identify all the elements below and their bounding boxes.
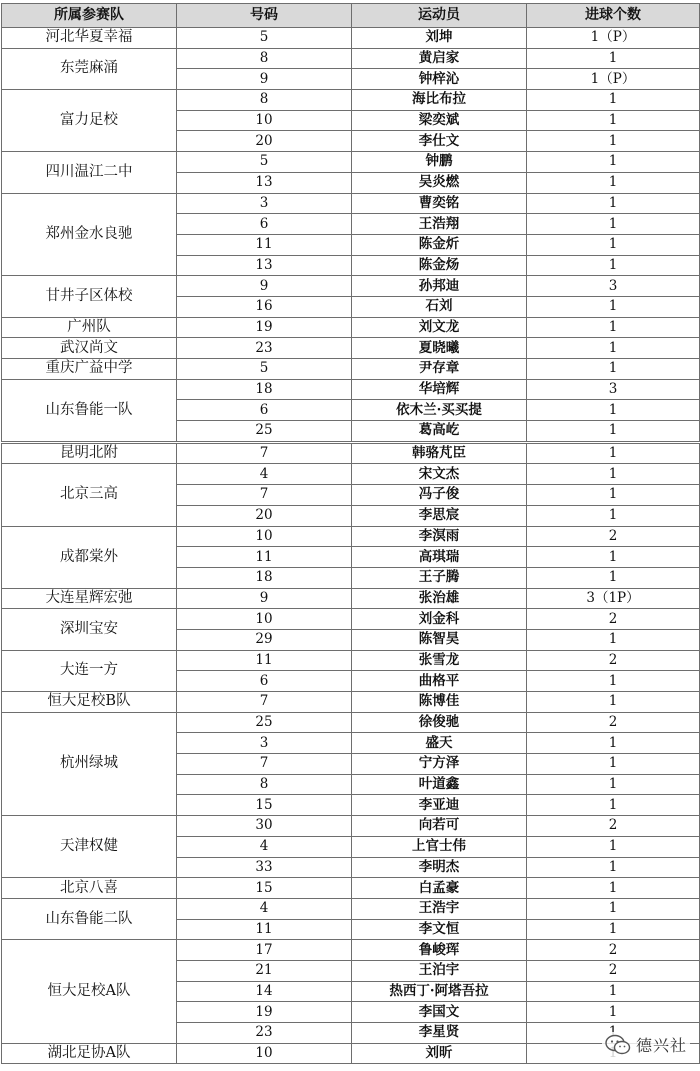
player-number-cell: 9 — [177, 276, 352, 297]
player-number-cell: 6 — [177, 400, 352, 421]
player-name-cell: 梁奕斌 — [352, 110, 527, 131]
team-name-cell: 广州队 — [2, 317, 177, 338]
player-number-cell: 14 — [177, 981, 352, 1002]
goals-cell: 1 — [527, 234, 700, 255]
goals-cell: 1 — [527, 110, 700, 131]
player-number-cell: 11 — [177, 547, 352, 568]
goals-cell: 1 — [527, 733, 700, 754]
player-number-cell: 7 — [177, 754, 352, 775]
watermark-text: 德兴社 — [635, 1036, 687, 1055]
player-number-cell: 16 — [177, 296, 352, 317]
player-name-cell: 叶道鑫 — [352, 774, 527, 795]
goals-cell: 1 — [527, 795, 700, 816]
player-number-cell: 29 — [177, 629, 352, 650]
goals-cell: 1 — [527, 505, 700, 526]
goals-cell: 1 — [527, 857, 700, 878]
goals-cell: 1 — [527, 692, 700, 713]
player-name-cell: 刘金科 — [352, 609, 527, 630]
player-name-cell: 黄启家 — [352, 48, 527, 69]
player-number-cell: 10 — [177, 526, 352, 547]
player-number-cell: 25 — [177, 712, 352, 733]
player-name-cell: 吴炎燃 — [352, 172, 527, 193]
player-name-cell: 华培辉 — [352, 379, 527, 400]
player-number-cell: 33 — [177, 857, 352, 878]
table-row — [2, 940, 700, 961]
player-name-cell: 鲁峻珲 — [352, 940, 527, 961]
table-row — [2, 28, 700, 49]
table-row — [2, 442, 700, 464]
table-row — [2, 588, 700, 609]
player-name-cell: 李仕文 — [352, 131, 527, 152]
table-row — [2, 650, 700, 671]
player-name-cell: 王浩宇 — [352, 898, 527, 919]
player-name-cell: 葛高屹 — [352, 421, 527, 443]
goals-cell: 1 — [527, 214, 700, 235]
goals-cell: 1 — [527, 317, 700, 338]
goals-cell: 1 — [527, 421, 700, 443]
player-number-cell: 13 — [177, 255, 352, 276]
wechat-icon — [605, 1034, 631, 1056]
goals-cell: 1 — [527, 547, 700, 568]
header-goals: 进球个数 — [527, 4, 700, 28]
player-number-cell: 4 — [177, 836, 352, 857]
goals-cell: 3 — [527, 379, 700, 400]
table-row — [2, 526, 700, 547]
player-number-cell: 8 — [177, 90, 352, 111]
team-name-cell: 恒大足校A队 — [2, 940, 177, 1043]
table-row — [2, 276, 700, 297]
player-number-cell: 10 — [177, 1043, 352, 1064]
team-name-cell: 天津权健 — [2, 816, 177, 878]
header-row — [2, 4, 700, 28]
goals-cell: 1 — [527, 981, 700, 1002]
goals-cell: 2 — [527, 526, 700, 547]
player-name-cell: 刘昕 — [352, 1043, 527, 1064]
goals-cell: 1 — [527, 919, 700, 940]
table-row — [2, 359, 700, 380]
team-name-cell: 成都棠外 — [2, 526, 177, 588]
player-name-cell: 尹存章 — [352, 359, 527, 380]
player-number-cell: 19 — [177, 317, 352, 338]
player-name-cell: 向若可 — [352, 816, 527, 837]
player-name-cell: 海比布拉 — [352, 90, 527, 111]
goals-cell: 1 — [527, 255, 700, 276]
player-name-cell: 夏晓曦 — [352, 338, 527, 359]
team-name-cell: 河北华夏幸福 — [2, 28, 177, 49]
table-row — [2, 712, 700, 733]
player-name-cell: 高琪瑞 — [352, 547, 527, 568]
player-number-cell: 11 — [177, 650, 352, 671]
player-number-cell: 13 — [177, 172, 352, 193]
player-name-cell: 王泊宇 — [352, 960, 527, 981]
header-number: 号码 — [177, 4, 352, 28]
player-number-cell: 7 — [177, 442, 352, 464]
table-row — [2, 152, 700, 173]
player-name-cell: 徐俊驰 — [352, 712, 527, 733]
goals-cell: 2 — [527, 816, 700, 837]
team-name-cell: 湖北足协A队 — [2, 1043, 177, 1064]
goals-cell: 3（1P） — [527, 588, 700, 609]
table-row — [2, 878, 700, 899]
player-name-cell: 上官士伟 — [352, 836, 527, 857]
table-header — [2, 4, 700, 28]
player-number-cell: 23 — [177, 1023, 352, 1044]
player-number-cell: 3 — [177, 733, 352, 754]
goals-cell: 1 — [527, 90, 700, 111]
table-row — [2, 464, 700, 485]
goals-cell: 2 — [527, 940, 700, 961]
player-name-cell: 石刘 — [352, 296, 527, 317]
player-name-cell: 白孟豪 — [352, 878, 527, 899]
player-number-cell: 19 — [177, 1002, 352, 1023]
player-number-cell: 9 — [177, 69, 352, 90]
player-name-cell: 李思宸 — [352, 505, 527, 526]
player-number-cell: 25 — [177, 421, 352, 443]
player-number-cell: 4 — [177, 464, 352, 485]
player-name-cell: 李溟雨 — [352, 526, 527, 547]
goals-cell: 1 — [527, 400, 700, 421]
player-number-cell: 11 — [177, 234, 352, 255]
team-name-cell: 北京八喜 — [2, 878, 177, 899]
table-row — [2, 317, 700, 338]
table-row — [2, 1043, 700, 1064]
header-player: 运动员 — [352, 4, 527, 28]
goals-cell: 1 — [527, 464, 700, 485]
player-name-cell: 冯子俊 — [352, 485, 527, 506]
goals-cell: 1（P） — [527, 69, 700, 90]
player-name-cell: 陈智昊 — [352, 629, 527, 650]
goals-cell: 1 — [527, 296, 700, 317]
goals-cell: 2 — [527, 960, 700, 981]
team-name-cell: 郑州金水良驰 — [2, 193, 177, 276]
table-row — [2, 338, 700, 359]
team-name-cell: 武汉尚文 — [2, 338, 177, 359]
player-number-cell: 23 — [177, 338, 352, 359]
team-name-cell: 北京三高 — [2, 464, 177, 526]
team-name-cell: 大连一方 — [2, 650, 177, 691]
player-name-cell: 宋文杰 — [352, 464, 527, 485]
goals-cell: 1 — [527, 567, 700, 588]
goals-cell: 1 — [527, 152, 700, 173]
goals-cell: 1 — [527, 754, 700, 775]
goals-cell: 2 — [527, 650, 700, 671]
table-row — [2, 48, 700, 69]
table-row — [2, 90, 700, 111]
team-name-cell: 东莞麻涌 — [2, 48, 177, 89]
player-number-cell: 6 — [177, 214, 352, 235]
player-number-cell: 6 — [177, 671, 352, 692]
player-number-cell: 8 — [177, 48, 352, 69]
player-number-cell: 30 — [177, 816, 352, 837]
player-number-cell: 20 — [177, 505, 352, 526]
goals-cell: 1 — [527, 836, 700, 857]
goals-cell: 1 — [527, 898, 700, 919]
player-number-cell: 4 — [177, 898, 352, 919]
player-name-cell: 曲格平 — [352, 671, 527, 692]
goals-cell: 1 — [527, 442, 700, 464]
goals-cell: 1 — [527, 193, 700, 214]
player-name-cell: 张治雄 — [352, 588, 527, 609]
player-number-cell: 11 — [177, 919, 352, 940]
team-name-cell: 山东鲁能二队 — [2, 898, 177, 939]
player-number-cell: 18 — [177, 379, 352, 400]
player-name-cell: 孙邦迪 — [352, 276, 527, 297]
team-name-cell: 重庆广益中学 — [2, 359, 177, 380]
goals-cell: 1 — [527, 338, 700, 359]
team-name-cell: 山东鲁能一队 — [2, 379, 177, 442]
table-row — [2, 379, 700, 400]
goals-cell: 2 — [527, 712, 700, 733]
player-number-cell: 3 — [177, 193, 352, 214]
goals-cell: 2 — [527, 609, 700, 630]
player-name-cell: 钟鹏 — [352, 152, 527, 173]
goals-cell: 3 — [527, 276, 700, 297]
goals-cell: 1 — [527, 774, 700, 795]
player-name-cell: 李星贤 — [352, 1023, 527, 1044]
player-number-cell: 5 — [177, 152, 352, 173]
goals-cell: 1 — [527, 1002, 700, 1023]
table-row — [2, 816, 700, 837]
team-name-cell: 四川温江二中 — [2, 152, 177, 193]
player-name-cell: 李文恒 — [352, 919, 527, 940]
player-name-cell: 李亚迪 — [352, 795, 527, 816]
player-number-cell: 7 — [177, 692, 352, 713]
goals-cell: 1 — [527, 878, 700, 899]
player-name-cell: 韩骆芃臣 — [352, 442, 527, 464]
header-team: 所属参赛队 — [2, 4, 177, 28]
team-name-cell: 恒大足校B队 — [2, 692, 177, 713]
player-number-cell: 10 — [177, 110, 352, 131]
table-row — [2, 692, 700, 713]
team-name-cell: 昆明北附 — [2, 442, 177, 464]
player-name-cell: 王子腾 — [352, 567, 527, 588]
player-name-cell: 依木兰·买买提 — [352, 400, 527, 421]
player-number-cell: 20 — [177, 131, 352, 152]
player-name-cell: 陈博佳 — [352, 692, 527, 713]
player-name-cell: 曹奕铭 — [352, 193, 527, 214]
team-name-cell: 杭州绿城 — [2, 712, 177, 815]
player-name-cell: 热西丁·阿塔吾拉 — [352, 981, 527, 1002]
table-row — [2, 193, 700, 214]
player-number-cell: 15 — [177, 795, 352, 816]
goals-cell: 1 — [527, 131, 700, 152]
player-name-cell: 陈金炘 — [352, 234, 527, 255]
goals-cell: 1（P） — [527, 28, 700, 49]
goals-cell: 1 — [527, 671, 700, 692]
player-name-cell: 陈金炀 — [352, 255, 527, 276]
table-body — [2, 28, 700, 1064]
team-name-cell: 大连星辉宏弛 — [2, 588, 177, 609]
goals-cell: 1 — [527, 48, 700, 69]
player-name-cell: 李国文 — [352, 1002, 527, 1023]
goals-cell: 1 — [527, 359, 700, 380]
player-name-cell: 张雪龙 — [352, 650, 527, 671]
player-name-cell: 钟梓沁 — [352, 69, 527, 90]
scorers-table — [1, 3, 700, 1064]
table-row — [2, 898, 700, 919]
table-row — [2, 609, 700, 630]
player-name-cell: 刘文龙 — [352, 317, 527, 338]
player-number-cell: 17 — [177, 940, 352, 961]
player-number-cell: 5 — [177, 28, 352, 49]
player-number-cell: 9 — [177, 588, 352, 609]
player-name-cell: 宁方泽 — [352, 754, 527, 775]
player-number-cell: 5 — [177, 359, 352, 380]
player-number-cell: 8 — [177, 774, 352, 795]
player-name-cell: 盛天 — [352, 733, 527, 754]
team-name-cell: 甘井子区体校 — [2, 276, 177, 317]
player-name-cell: 李明杰 — [352, 857, 527, 878]
goals-cell: 1 — [527, 485, 700, 506]
player-name-cell: 王浩翔 — [352, 214, 527, 235]
player-number-cell: 10 — [177, 609, 352, 630]
watermark — [602, 1032, 690, 1057]
team-name-cell: 富力足校 — [2, 90, 177, 152]
player-number-cell: 15 — [177, 878, 352, 899]
player-number-cell: 7 — [177, 485, 352, 506]
goals-cell: 1 — [527, 629, 700, 650]
team-name-cell: 深圳宝安 — [2, 609, 177, 650]
player-number-cell: 21 — [177, 960, 352, 981]
goals-cell: 1 — [527, 172, 700, 193]
player-number-cell: 18 — [177, 567, 352, 588]
player-name-cell: 刘坤 — [352, 28, 527, 49]
